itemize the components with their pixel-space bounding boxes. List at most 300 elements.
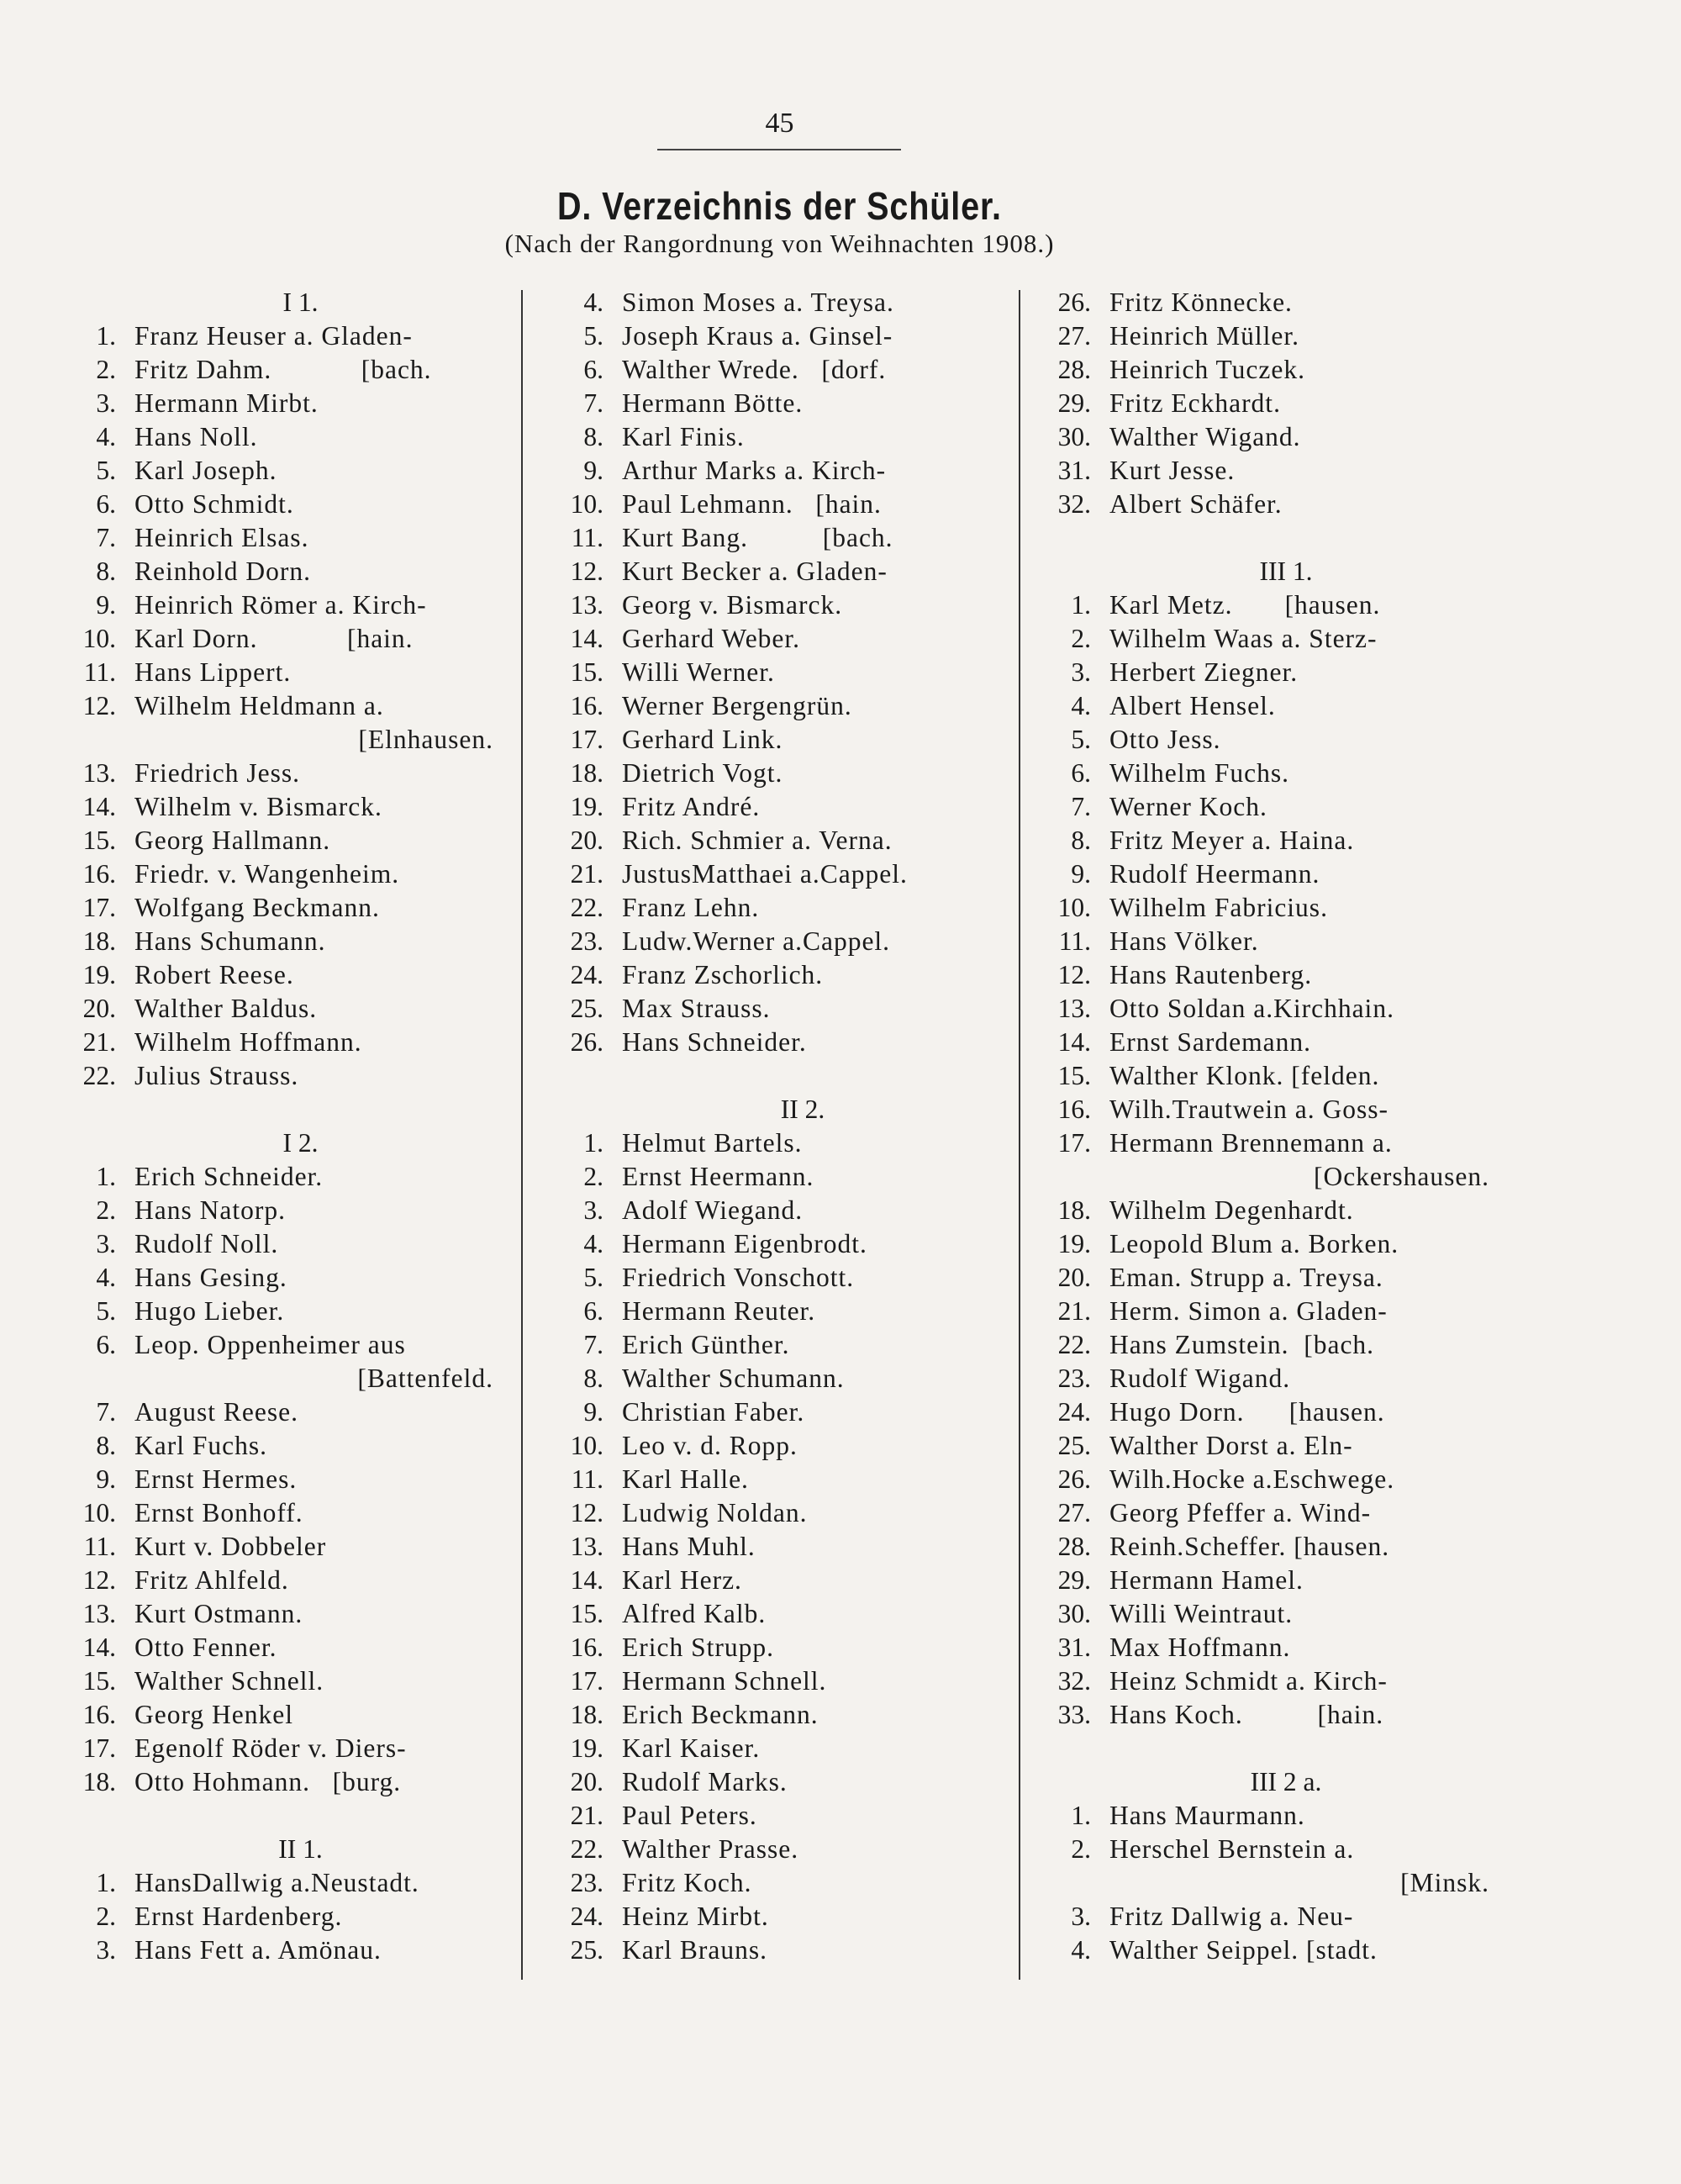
entry-number: 7. bbox=[1071, 792, 1091, 821]
student-entry bbox=[67, 757, 500, 790]
student-name: Otto Fenner. bbox=[134, 1633, 277, 1662]
entry-number: 16. bbox=[82, 859, 116, 889]
student-entry bbox=[555, 353, 1017, 387]
student-entry bbox=[1042, 1261, 1496, 1295]
student-entry bbox=[555, 1732, 1017, 1765]
student-entry bbox=[555, 588, 1017, 622]
student-name: Herschel Bernstein a. bbox=[1109, 1834, 1355, 1864]
entry-number: 10. bbox=[570, 1431, 603, 1460]
entry-number: 1. bbox=[96, 1868, 116, 1897]
student-name: Hermann Eigenbrodt. bbox=[622, 1229, 867, 1258]
student-name: Willi Weintraut. bbox=[1109, 1599, 1294, 1628]
student-entry bbox=[1042, 319, 1496, 353]
student-name: Walther Wigand. bbox=[1109, 422, 1301, 451]
student-entry bbox=[555, 1698, 1017, 1732]
student-entry bbox=[555, 1160, 1017, 1194]
section-spacer bbox=[67, 1093, 500, 1126]
student-entry bbox=[555, 1126, 1017, 1160]
student-name: Dietrich Vogt. bbox=[622, 758, 783, 788]
entry-number: 16. bbox=[82, 1700, 116, 1729]
student-entry bbox=[1042, 689, 1496, 723]
student-name: Fritz Ahlfeld. bbox=[134, 1565, 289, 1595]
student-entry bbox=[67, 1900, 500, 1933]
entry-number: 25. bbox=[1057, 1431, 1091, 1460]
student-entry bbox=[67, 992, 500, 1026]
student-name: Hans Muhl. bbox=[622, 1532, 756, 1561]
entry-number: 3. bbox=[1071, 1902, 1091, 1931]
student-name: Hugo Lieber. bbox=[134, 1296, 285, 1326]
entry-number: 8. bbox=[96, 1431, 116, 1460]
student-name: Paul Peters. bbox=[622, 1801, 757, 1830]
student-name: Wilhelm v. Bismarck. bbox=[134, 792, 382, 821]
student-entry bbox=[555, 992, 1017, 1026]
student-entry bbox=[67, 1026, 500, 1059]
entry-number: 18. bbox=[82, 926, 116, 956]
student-name: Franz Zschorlich. bbox=[622, 960, 824, 989]
student-name: Paul Lehmann. [hain. bbox=[622, 489, 882, 519]
entry-number: 14. bbox=[82, 792, 116, 821]
entry-number: 13. bbox=[570, 1532, 603, 1561]
student-entry bbox=[67, 1429, 500, 1463]
entry-number: 2. bbox=[96, 355, 116, 384]
entry-number: 5. bbox=[96, 1296, 116, 1326]
student-name: Hermann Hamel. bbox=[1109, 1565, 1304, 1595]
entry-number: 26. bbox=[1057, 1464, 1091, 1494]
student-entry bbox=[555, 488, 1017, 521]
entry-number: 2. bbox=[1071, 1834, 1091, 1864]
student-name: Wilhelm Waas a. Sterz- bbox=[1109, 624, 1378, 653]
student-name: Otto Schmidt. bbox=[134, 489, 294, 519]
student-name: Hans Koch. [hain. bbox=[1109, 1700, 1384, 1729]
student-name: Simon Moses a. Treysa. bbox=[622, 288, 894, 317]
entry-number: 4. bbox=[96, 1263, 116, 1292]
student-name: Wilh.Trautwein a. Goss- bbox=[1109, 1095, 1389, 1124]
student-name: Leo v. d. Ropp. bbox=[622, 1431, 798, 1460]
student-name: Hans Noll. bbox=[134, 422, 258, 451]
entry-number: 14. bbox=[570, 1565, 603, 1595]
entry-number: 4. bbox=[1071, 691, 1091, 720]
student-name: Georg Pfeffer a. Wind- bbox=[1109, 1498, 1372, 1527]
student-name: Walther Dorst a. Eln- bbox=[1109, 1431, 1353, 1460]
student-name: Fritz André. bbox=[622, 792, 761, 821]
entry-number: 5. bbox=[1071, 725, 1091, 754]
class-heading: II 1. bbox=[278, 1834, 323, 1864]
entry-number: 20. bbox=[570, 826, 603, 855]
class-heading: II 2. bbox=[780, 1095, 825, 1124]
student-entry bbox=[1042, 387, 1496, 420]
entry-number: 3. bbox=[96, 1935, 116, 1965]
student-name: Fritz Eckhardt. bbox=[1109, 388, 1281, 418]
student-name: Wilhelm Fabricius. bbox=[1109, 893, 1328, 922]
student-entry bbox=[1042, 925, 1496, 958]
student-entry bbox=[1042, 1126, 1496, 1160]
student-name: Wilh.Hocke a.Eschwege. bbox=[1109, 1464, 1395, 1494]
student-name: Julius Strauss. bbox=[134, 1061, 299, 1090]
entry-number: 26. bbox=[570, 1027, 603, 1057]
entry-number: 1. bbox=[583, 1128, 603, 1158]
entry-number: 28. bbox=[1057, 1532, 1091, 1561]
student-entry bbox=[67, 353, 500, 387]
entry-number: 3. bbox=[96, 388, 116, 418]
student-entry bbox=[555, 286, 1017, 319]
entry-number: 3. bbox=[1071, 657, 1091, 687]
student-name: Georg v. Bismarck. bbox=[622, 590, 843, 620]
student-name: Hans Lippert. bbox=[134, 657, 292, 687]
entry-number: 1. bbox=[96, 1162, 116, 1191]
student-name: Eman. Strupp a. Treysa. bbox=[1109, 1263, 1383, 1292]
student-entry bbox=[1042, 622, 1496, 656]
student-name: Wilhelm Hoffmann. bbox=[134, 1027, 362, 1057]
entry-number: 9. bbox=[583, 1397, 603, 1427]
student-entry bbox=[555, 757, 1017, 790]
student-name: Erich Günther. bbox=[622, 1330, 790, 1359]
student-entry bbox=[555, 1295, 1017, 1328]
column-3 bbox=[1042, 286, 1496, 1967]
entry-number: 32. bbox=[1057, 1666, 1091, 1696]
entry-number: 7. bbox=[583, 1330, 603, 1359]
entry-number: 27. bbox=[1057, 321, 1091, 351]
column-1 bbox=[67, 286, 500, 1967]
student-entry bbox=[555, 1261, 1017, 1295]
entry-number: 2. bbox=[96, 1195, 116, 1225]
student-entry bbox=[1042, 1597, 1496, 1631]
entry-number: 17. bbox=[1057, 1128, 1091, 1158]
entry-number: 4. bbox=[583, 1229, 603, 1258]
student-entry bbox=[555, 925, 1017, 958]
entry-number: 5. bbox=[583, 1263, 603, 1292]
student-name: Leopold Blum a. Borken. bbox=[1109, 1229, 1399, 1258]
student-name: Wilhelm Fuchs. bbox=[1109, 758, 1289, 788]
entry-number: 11. bbox=[83, 1532, 116, 1561]
entry-number: 6. bbox=[1071, 758, 1091, 788]
student-entry bbox=[67, 1732, 500, 1765]
entry-number: 23. bbox=[1057, 1364, 1091, 1393]
student-name: Erich Beckmann. bbox=[622, 1700, 819, 1729]
entry-number: 25. bbox=[570, 1935, 603, 1965]
entry-number: 10. bbox=[82, 624, 116, 653]
student-name: Alfred Kalb. bbox=[622, 1599, 767, 1628]
entry-number: 8. bbox=[96, 557, 116, 586]
student-entry bbox=[1042, 286, 1496, 319]
student-entry bbox=[555, 1664, 1017, 1698]
student-name: Hans Maurmann. bbox=[1109, 1801, 1305, 1830]
student-name: Wilhelm Heldmann a. bbox=[134, 691, 384, 720]
entry-number: 3. bbox=[96, 1229, 116, 1258]
student-name: JustusMatthaei a.Cappel. bbox=[622, 859, 908, 889]
entry-number: 10. bbox=[570, 489, 603, 519]
student-entry bbox=[67, 1160, 500, 1194]
student-entry bbox=[555, 656, 1017, 689]
student-name: Otto Jess. bbox=[1109, 725, 1221, 754]
student-name: August Reese. bbox=[134, 1397, 298, 1427]
entry-number: 15. bbox=[570, 657, 603, 687]
student-entry bbox=[1042, 420, 1496, 454]
entry-number: 12. bbox=[570, 1498, 603, 1527]
student-name: Wolfgang Beckmann. bbox=[134, 893, 380, 922]
entry-number: 14. bbox=[82, 1633, 116, 1662]
student-entry bbox=[555, 1765, 1017, 1799]
student-name: Walther Prasse. bbox=[622, 1834, 799, 1864]
student-name: Walther Wrede. [dorf. bbox=[622, 355, 887, 384]
student-entry bbox=[67, 1295, 500, 1328]
entry-number: 29. bbox=[1057, 388, 1091, 418]
entry-number: 5. bbox=[583, 321, 603, 351]
student-name: Hans Natorp. bbox=[134, 1195, 286, 1225]
entry-number: 4. bbox=[1071, 1935, 1091, 1965]
header-rule bbox=[657, 149, 901, 150]
student-name: Karl Metz. [hausen. bbox=[1109, 590, 1381, 620]
entry-number: 29. bbox=[1057, 1565, 1091, 1595]
student-name: Erich Schneider. bbox=[134, 1162, 324, 1191]
student-entry bbox=[67, 1496, 500, 1530]
student-entry bbox=[67, 689, 500, 723]
entry-continuation: [Elnhausen. bbox=[358, 725, 493, 754]
student-name: Kurt Jesse. bbox=[1109, 456, 1236, 485]
entry-number: 6. bbox=[583, 355, 603, 384]
entry-number: 20. bbox=[570, 1767, 603, 1796]
student-entry bbox=[555, 454, 1017, 488]
student-entry bbox=[1042, 1429, 1496, 1463]
entry-number: 10. bbox=[1057, 893, 1091, 922]
class-heading: III 1. bbox=[1259, 557, 1313, 586]
entry-number: 14. bbox=[570, 624, 603, 653]
entry-number: 21. bbox=[1057, 1296, 1091, 1326]
entry-number: 9. bbox=[96, 1464, 116, 1494]
student-name: Max Strauss. bbox=[622, 994, 771, 1023]
entry-number: 23. bbox=[570, 1868, 603, 1897]
entry-number: 2. bbox=[583, 1162, 603, 1191]
student-entry bbox=[67, 1194, 500, 1227]
entry-number: 16. bbox=[1057, 1095, 1091, 1124]
student-name: Kurt Bang. [bach. bbox=[622, 523, 893, 552]
entry-number: 1. bbox=[1071, 590, 1091, 620]
entry-number: 32. bbox=[1057, 489, 1091, 519]
entry-number: 24. bbox=[1057, 1397, 1091, 1427]
entry-number: 5. bbox=[96, 456, 116, 485]
entry-number: 4. bbox=[96, 422, 116, 451]
student-name: Rudolf Noll. bbox=[134, 1229, 279, 1258]
student-entry bbox=[1042, 1530, 1496, 1564]
entry-number: 6. bbox=[583, 1296, 603, 1326]
student-name: Adolf Wiegand. bbox=[622, 1195, 804, 1225]
column-2 bbox=[555, 286, 1017, 1967]
entry-number: 18. bbox=[570, 758, 603, 788]
student-name: Heinz Schmidt a. Kirch- bbox=[1109, 1666, 1388, 1696]
entry-number: 7. bbox=[96, 523, 116, 552]
student-name: Walther Schumann. bbox=[622, 1364, 845, 1393]
student-name: Karl Brauns. bbox=[622, 1935, 767, 1965]
entry-number: 4. bbox=[583, 288, 603, 317]
student-name: Walther Klonk. [felden. bbox=[1109, 1061, 1380, 1090]
student-name: Hans Schneider. bbox=[622, 1027, 807, 1057]
student-name: Kurt Ostmann. bbox=[134, 1599, 303, 1628]
student-name: Rudolf Marks. bbox=[622, 1767, 788, 1796]
student-entry bbox=[555, 1933, 1017, 1967]
student-name: Hans Fett a. Amönau. bbox=[134, 1935, 382, 1965]
entry-number: 15. bbox=[1057, 1061, 1091, 1090]
student-name: Ernst Hardenberg. bbox=[134, 1902, 343, 1931]
entry-number: 21. bbox=[570, 859, 603, 889]
student-entry bbox=[555, 1463, 1017, 1496]
entry-continuation: [Ockershausen. bbox=[1313, 1162, 1489, 1191]
student-entry bbox=[1042, 1664, 1496, 1698]
student-name: Friedrich Jess. bbox=[134, 758, 300, 788]
student-entry bbox=[555, 689, 1017, 723]
entry-number: 21. bbox=[82, 1027, 116, 1057]
student-name: Hans Zumstein. [bach. bbox=[1109, 1330, 1375, 1359]
student-name: Karl Kaiser. bbox=[622, 1733, 761, 1763]
student-entry bbox=[67, 420, 500, 454]
student-entry bbox=[67, 790, 500, 824]
student-name: Werner Bergengrün. bbox=[622, 691, 852, 720]
student-entry bbox=[67, 958, 500, 992]
entry-number: 30. bbox=[1057, 1599, 1091, 1628]
entry-number: 21. bbox=[570, 1801, 603, 1830]
entry-number: 22. bbox=[1057, 1330, 1091, 1359]
entry-number: 11. bbox=[1058, 926, 1091, 956]
student-name: Rich. Schmier a. Verna. bbox=[622, 826, 893, 855]
student-entry bbox=[67, 1227, 500, 1261]
student-name: Heinrich Müller. bbox=[1109, 321, 1299, 351]
entry-number: 19. bbox=[570, 792, 603, 821]
page-number: 45 bbox=[765, 108, 794, 139]
entry-number: 17. bbox=[82, 893, 116, 922]
student-name: Heinrich Tuczek. bbox=[1109, 355, 1305, 384]
student-entry bbox=[1042, 1194, 1496, 1227]
student-name: Ernst Sardemann. bbox=[1109, 1027, 1311, 1057]
student-entry bbox=[555, 723, 1017, 757]
student-entry bbox=[1042, 790, 1496, 824]
entry-number: 15. bbox=[570, 1599, 603, 1628]
entry-number: 12. bbox=[82, 1565, 116, 1595]
entry-number: 11. bbox=[571, 1464, 603, 1494]
entry-number: 23. bbox=[570, 926, 603, 956]
student-name: Georg Henkel bbox=[134, 1700, 293, 1729]
student-entry bbox=[555, 1496, 1017, 1530]
student-entry bbox=[555, 1833, 1017, 1866]
student-entry bbox=[1042, 1900, 1496, 1933]
entry-number: 20. bbox=[82, 994, 116, 1023]
student-entry bbox=[555, 824, 1017, 857]
student-name: Hermann Brennemann a. bbox=[1109, 1128, 1393, 1158]
student-entry bbox=[555, 891, 1017, 925]
student-entry bbox=[1042, 1496, 1496, 1530]
entry-number: 10. bbox=[82, 1498, 116, 1527]
section-spacer bbox=[1042, 521, 1496, 555]
entry-number: 19. bbox=[570, 1733, 603, 1763]
column-divider bbox=[521, 290, 523, 1980]
student-entry bbox=[1042, 757, 1496, 790]
student-entry bbox=[67, 1698, 500, 1732]
entry-number: 11. bbox=[571, 523, 603, 552]
entry-number: 17. bbox=[570, 1666, 603, 1696]
student-name: Herm. Simon a. Gladen- bbox=[1109, 1296, 1388, 1326]
student-entry bbox=[67, 824, 500, 857]
entry-number: 16. bbox=[570, 1633, 603, 1662]
student-name: Kurt v. Dobbeler bbox=[134, 1532, 327, 1561]
student-entry bbox=[555, 555, 1017, 588]
student-name: Franz Lehn. bbox=[622, 893, 760, 922]
student-entry bbox=[1042, 1328, 1496, 1362]
entry-number: 7. bbox=[96, 1397, 116, 1427]
student-entry bbox=[1042, 1564, 1496, 1597]
entry-number: 13. bbox=[82, 758, 116, 788]
student-entry bbox=[555, 1026, 1017, 1059]
entry-number: 15. bbox=[82, 1666, 116, 1696]
student-entry bbox=[1042, 588, 1496, 622]
student-entry bbox=[1042, 1026, 1496, 1059]
student-entry bbox=[67, 555, 500, 588]
entry-number: 8. bbox=[583, 1364, 603, 1393]
student-name: HansDallwig a.Neustadt. bbox=[134, 1868, 419, 1897]
student-entry bbox=[555, 1631, 1017, 1664]
student-name: Hans Gesing. bbox=[134, 1263, 287, 1292]
student-entry bbox=[67, 1765, 500, 1799]
student-entry bbox=[1042, 992, 1496, 1026]
student-entry bbox=[67, 1664, 500, 1698]
student-entry bbox=[1042, 958, 1496, 992]
entry-number: 18. bbox=[1057, 1195, 1091, 1225]
student-name: Erich Strupp. bbox=[622, 1633, 774, 1662]
student-name: Gerhard Link. bbox=[622, 725, 783, 754]
student-name: Reinh.Scheffer. [hausen. bbox=[1109, 1532, 1390, 1561]
student-entry bbox=[555, 1564, 1017, 1597]
student-name: Franz Heuser a. Gladen- bbox=[134, 321, 413, 351]
student-entry bbox=[1042, 1093, 1496, 1126]
entry-number: 24. bbox=[570, 960, 603, 989]
student-entry bbox=[1042, 1295, 1496, 1328]
entry-number: 14. bbox=[1057, 1027, 1091, 1057]
student-entry bbox=[555, 1429, 1017, 1463]
student-name: Walther Seippel. [stadt. bbox=[1109, 1935, 1378, 1965]
entry-number: 2. bbox=[1071, 624, 1091, 653]
entry-number: 28. bbox=[1057, 355, 1091, 384]
student-name: Karl Halle. bbox=[622, 1464, 749, 1494]
entry-number: 17. bbox=[82, 1733, 116, 1763]
student-entry bbox=[67, 1564, 500, 1597]
student-name: Heinz Mirbt. bbox=[622, 1902, 769, 1931]
page-subtitle: (Nach der Rangordnung von Weihnachten 1908.) bbox=[504, 229, 1055, 258]
student-entry bbox=[555, 1194, 1017, 1227]
entry-number: 11. bbox=[83, 657, 116, 687]
student-name: Fritz Koch. bbox=[622, 1868, 752, 1897]
entry-number: 25. bbox=[570, 994, 603, 1023]
student-entry bbox=[555, 1799, 1017, 1833]
entry-number: 18. bbox=[570, 1700, 603, 1729]
entry-number: 1. bbox=[96, 321, 116, 351]
entry-number: 1. bbox=[1071, 1801, 1091, 1830]
student-name: Robert Reese. bbox=[134, 960, 294, 989]
student-entry bbox=[67, 488, 500, 521]
student-entry bbox=[1042, 1362, 1496, 1395]
student-name: Fritz Könnecke. bbox=[1109, 288, 1293, 317]
entry-continuation: [Battenfeld. bbox=[357, 1364, 493, 1393]
entry-number: 13. bbox=[570, 590, 603, 620]
student-name: Fritz Meyer a. Haina. bbox=[1109, 826, 1355, 855]
student-name: Wilhelm Degenhardt. bbox=[1109, 1195, 1354, 1225]
section-spacer bbox=[67, 1799, 500, 1833]
entry-number: 2. bbox=[96, 1902, 116, 1931]
student-entry bbox=[67, 1328, 500, 1362]
entry-number: 27. bbox=[1057, 1498, 1091, 1527]
student-name: Otto Soldan a.Kirchhain. bbox=[1109, 994, 1394, 1023]
student-name: Ernst Hermes. bbox=[134, 1464, 298, 1494]
student-name: Werner Koch. bbox=[1109, 792, 1267, 821]
student-entry bbox=[67, 319, 500, 353]
student-entry bbox=[1042, 1059, 1496, 1093]
student-entry bbox=[67, 454, 500, 488]
entry-number: 22. bbox=[570, 1834, 603, 1864]
